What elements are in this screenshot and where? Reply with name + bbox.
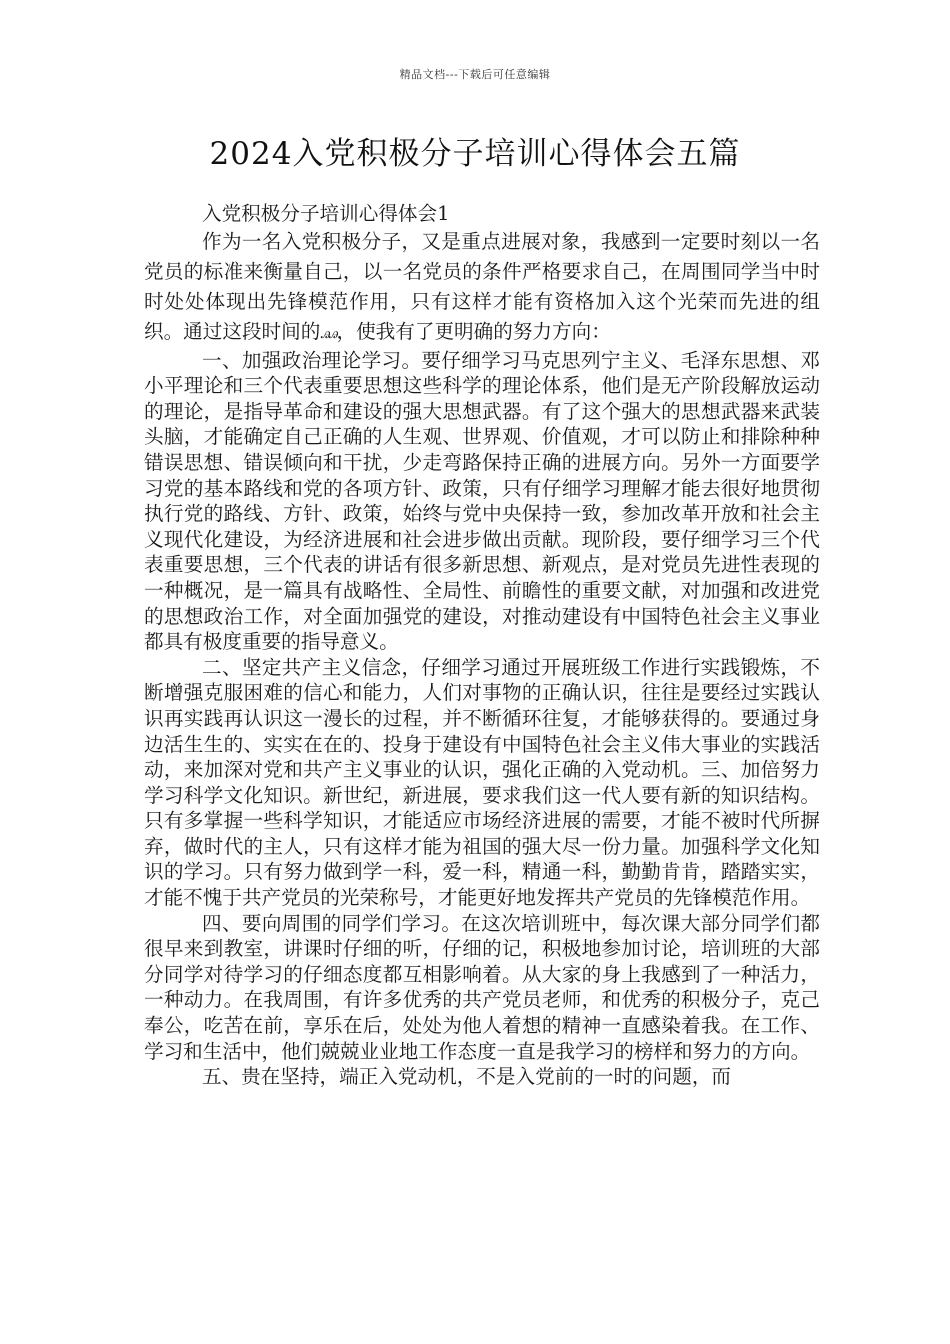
intro-text-1: 作为一名入党积极分子，又是重点进展对象，我感到一定要时刻以一名党员的标准来衡量自己，以一名党员的条件严格要求自己，在周围同学当中时时处处体现出先锋模范作用，只有这样才能有资格加入这个光荣而先进的组织。通过这段时间的 — [144, 229, 820, 343]
document-body — [144, 201, 820, 1090]
garbled-glyph: ꭿꭿ — [320, 323, 337, 342]
intro-text-2: ，使我有了更明确的努力方向： — [336, 319, 611, 343]
section-1-paragraph: 一、加强政治理论学习。要仔细学习马克思列宁主义、毛泽东思想、邓小平理论和三个代表重要思想这些科学的理论体系，他们是无产阶段解放运动的理论，是指导革命和建设的强大思想武器。有了这个强大的思想武器来武装头脑，才能确定自己正确的人生观、世界观、价值观，才可以防止和排除种种错误思想、错误倾向和干扰，少走弯路保持正确的进展方向。另外一方面要学习党的基本路线和党的各项方针、政策，只有仔细学习理解才能去很好地贯彻执行党的路线、方针、政策，始终与党中央保持一致，参加改革开放和社会主义现代化建设，为经济进展和社会进步做出贡献。现阶段，要仔细学习三个代表重要思想，三个代表的讲话有很多新思想、新观点，是对党员先进性表现的一种概况，是一篇具有战略性、全局性、前瞻性的重要文献，对加强和改进党的思想政治工作，对全面加强党的建设，对推动建设有中国特色社会主义事业都具有极度重要的指导意义。 — [144, 348, 820, 654]
document-title: 2024入党积极分子培训心得体会五篇 — [209, 136, 741, 172]
section-5-paragraph: 五、贵在坚持，端正入党动机，不是入党前的一时的问题，而 — [202, 1065, 732, 1089]
intro-paragraph — [144, 227, 820, 348]
section-4-paragraph: 四、要向周围的同学们学习。在这次培训班中，每次课大部分同学们都很早来到教室，讲课时仔细的听，仔细的记，积极地参加讨论，培训班的大部分同学对待学习的仔细态度都互相影响着。从大家的身上我感到了一种活力，一种动力。在我周围，有许多优秀的共产党员老师，和优秀的积极分子，克己奉公，吃苦在前，享乐在后，处处为他人着想的精神一直感染着我。在工作、学习和生活中，他们兢兢业业地工作态度一直是我学习的榜样和努力的方向。 — [144, 911, 820, 1063]
subtitle: 入党积极分子培训心得体会1 — [202, 202, 450, 225]
header-note: 精品文档---下载后可任意编辑 — [399, 68, 551, 81]
section-2-paragraph: 二、坚定共产主义信念，仔细学习通过开展班级工作进行实践锻炼，不断增强克服困难的信心和能力，人们对事物的正确认识，往往是要经过实践认识再实践再认识这一漫长的过程，并不断循环往复，才能够获得的。要通过身边活生生的、实实在在的、投身于建设有中国特色社会主义伟大事业的实践活动，来加深对党和共产主义事业的认识，强化正确的入党动机。三、加倍努力学习科学文化知识。新世纪，新进展，要求我们这一代人要有新的知识结构。只有多掌握一些科学知识，才能适应市场经济进展的需要，才能不被时代所摒弃，做时代的主人，只有这样才能为祖国的强大尽一份力量。加强科学文化知识的学习。只有努力做到学一科，爱一科，精通一科，勤勤肯肯，踏踏实实，才能不愧于共产党员的光荣称号，才能更好地发挥共产党员的先锋模范作用。 — [144, 655, 820, 910]
